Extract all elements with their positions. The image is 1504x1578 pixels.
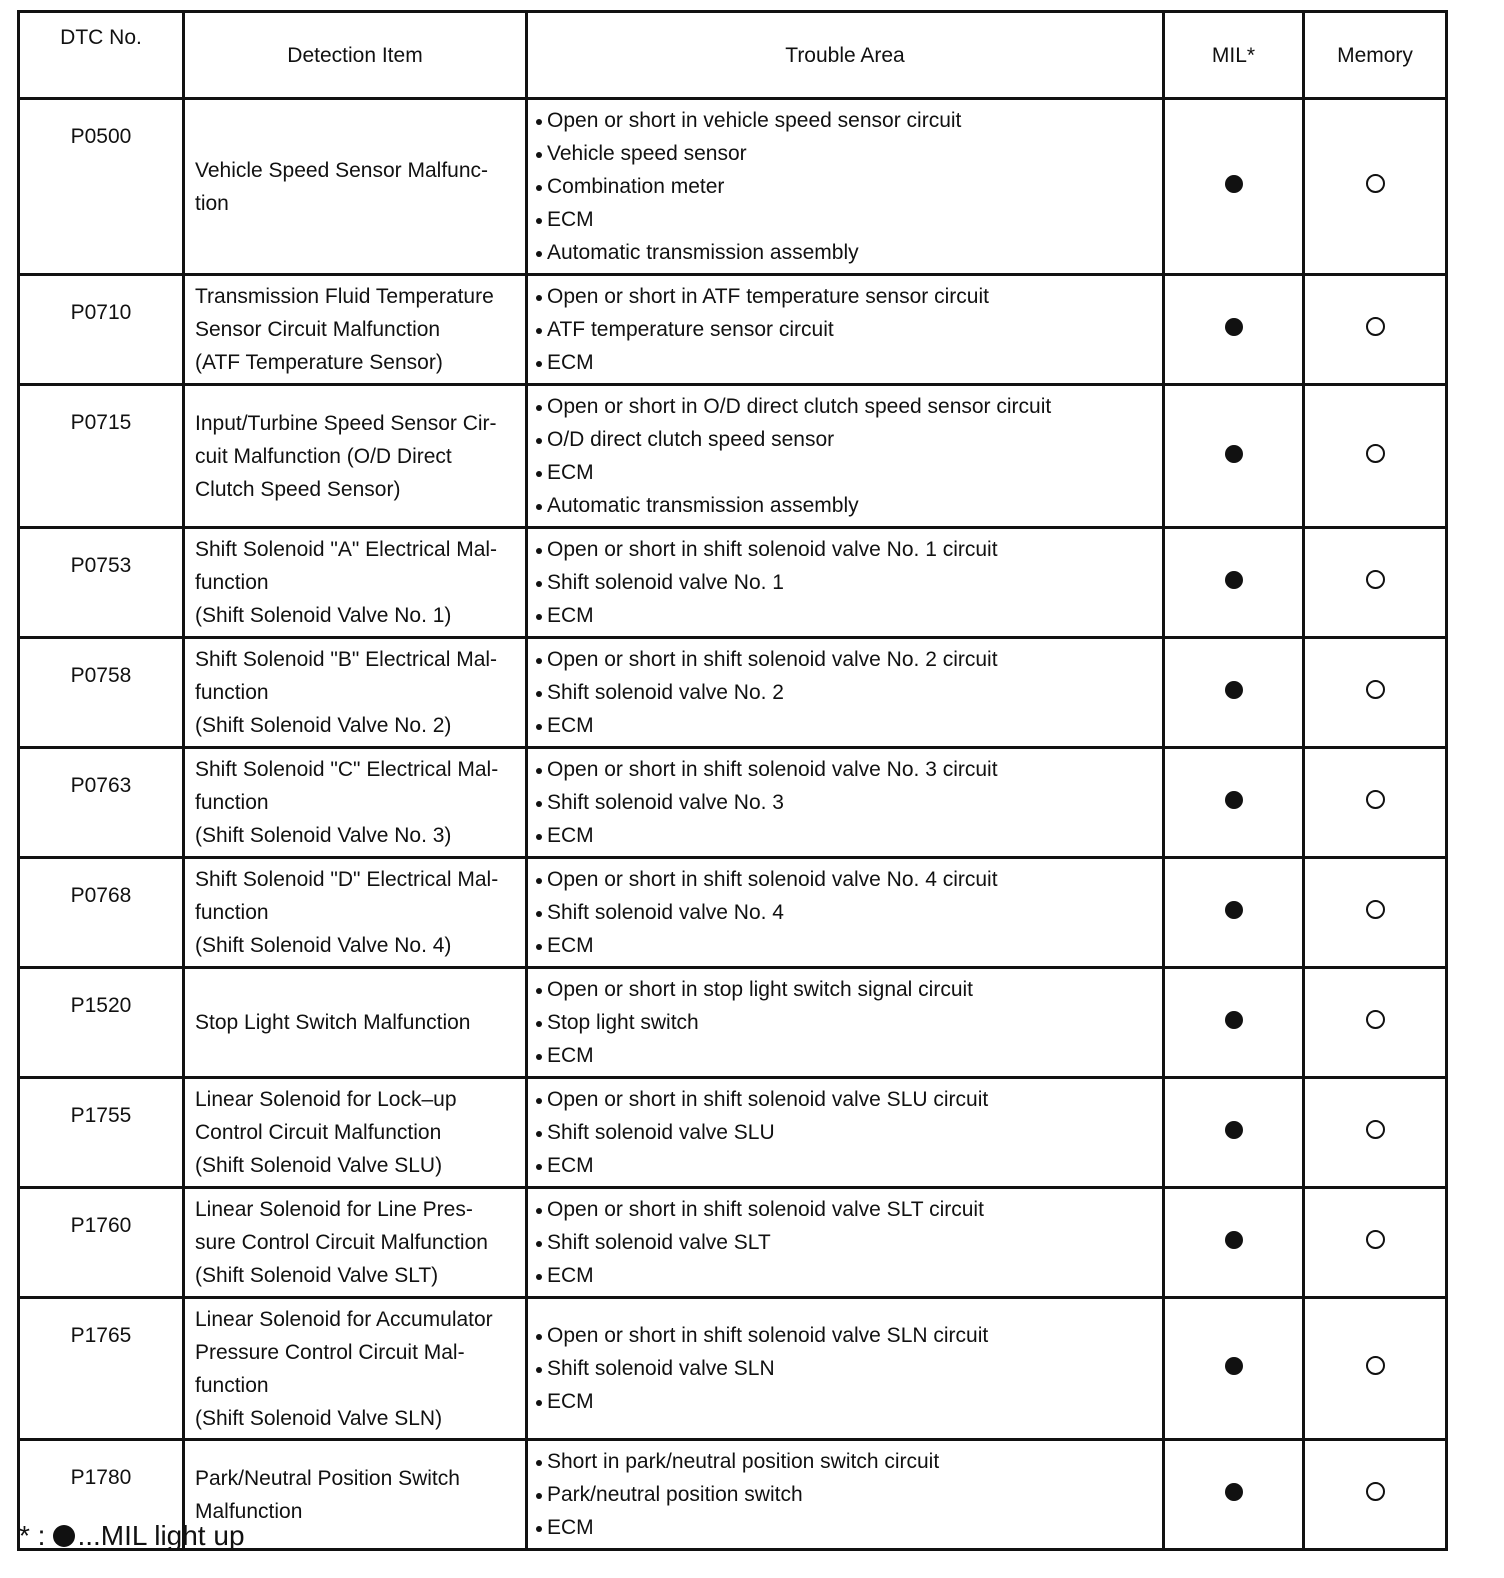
open-circle-icon bbox=[1366, 900, 1385, 919]
mil-cell bbox=[1164, 385, 1304, 528]
trouble-area-item: Short in park/neutral position switch circuit bbox=[536, 1445, 1156, 1478]
trouble-area bbox=[527, 638, 1164, 748]
detection-item bbox=[184, 1298, 527, 1440]
memory-cell bbox=[1304, 275, 1447, 385]
trouble-area-item: Open or short in vehicle speed sensor circuit bbox=[536, 104, 1156, 137]
detection-item-line: Clutch Speed Sensor) bbox=[195, 477, 401, 501]
mil-cell bbox=[1164, 638, 1304, 748]
table-row bbox=[19, 275, 1447, 385]
memory-cell bbox=[1304, 1078, 1447, 1188]
detection-item-line: (Shift Solenoid Valve No. 4) bbox=[195, 934, 452, 957]
detection-item-line: function bbox=[195, 901, 269, 924]
detection-item-line: function bbox=[195, 571, 269, 594]
detection-item-line: Stop Light Switch Malfunction bbox=[195, 1011, 471, 1034]
table-row bbox=[19, 1188, 1447, 1298]
detection-item-line: tion bbox=[195, 191, 229, 215]
detection-item-line: Linear Solenoid for Accumulator bbox=[195, 1307, 493, 1331]
trouble-area bbox=[527, 275, 1164, 385]
trouble-area-item: Automatic transmission assembly bbox=[536, 489, 1156, 522]
trouble-area-list bbox=[536, 973, 1156, 1072]
memory-cell bbox=[1304, 99, 1447, 275]
detection-item bbox=[184, 528, 527, 638]
trouble-area-item: Shift solenoid valve SLU bbox=[536, 1116, 1156, 1149]
open-circle-icon bbox=[1366, 680, 1385, 699]
trouble-area-item: ECM bbox=[536, 1259, 1156, 1292]
detection-item bbox=[184, 858, 527, 968]
open-circle-icon bbox=[1366, 317, 1385, 336]
trouble-area bbox=[527, 528, 1164, 638]
footnote bbox=[19, 1516, 245, 1556]
filled-circle-icon bbox=[1225, 901, 1243, 919]
detection-item-line: cuit Malfunction (O/D Direct bbox=[195, 444, 452, 468]
detection-item-line: (Shift Solenoid Valve SLN) bbox=[195, 1406, 443, 1430]
header-dtc-no: DTC No. bbox=[19, 12, 184, 99]
mil-cell bbox=[1164, 1188, 1304, 1298]
detection-item-line: sure Control Circuit Malfunction bbox=[195, 1231, 488, 1254]
detection-item-line: (Shift Solenoid Valve No. 3) bbox=[195, 824, 452, 847]
trouble-area-item: Shift solenoid valve SLN bbox=[536, 1352, 1156, 1385]
trouble-area-item: ECM bbox=[536, 1385, 1156, 1418]
dtc-code: P0715 bbox=[19, 385, 184, 528]
mil-cell bbox=[1164, 1440, 1304, 1550]
detection-item-line: Malfunction bbox=[195, 1499, 303, 1523]
table-body bbox=[19, 99, 1447, 1550]
trouble-area-list bbox=[536, 863, 1156, 962]
detection-item-line: (Shift Solenoid Valve No. 1) bbox=[195, 604, 452, 627]
trouble-area-item: Combination meter bbox=[536, 170, 1156, 203]
trouble-area-item: Open or short in shift solenoid valve No. 3 circuit bbox=[536, 753, 1156, 786]
open-circle-icon bbox=[1366, 1230, 1385, 1249]
memory-cell bbox=[1304, 748, 1447, 858]
open-circle-icon bbox=[1366, 444, 1385, 463]
trouble-area bbox=[527, 1078, 1164, 1188]
trouble-area-list bbox=[536, 1319, 1156, 1418]
trouble-area-item: ECM bbox=[536, 1149, 1156, 1182]
open-circle-icon bbox=[1366, 1010, 1385, 1029]
filled-circle-icon bbox=[1225, 571, 1243, 589]
trouble-area-item: ECM bbox=[536, 599, 1156, 632]
dtc-code: P0758 bbox=[19, 638, 184, 748]
filled-circle-icon bbox=[1225, 1121, 1243, 1139]
trouble-area-item: Shift solenoid valve No. 2 bbox=[536, 676, 1156, 709]
mil-cell bbox=[1164, 1078, 1304, 1188]
trouble-area bbox=[527, 1188, 1164, 1298]
open-circle-icon bbox=[1366, 174, 1385, 193]
open-circle-icon bbox=[1366, 1482, 1385, 1501]
trouble-area-item: Open or short in shift solenoid valve No. 4 circuit bbox=[536, 863, 1156, 896]
detection-item-line: (Shift Solenoid Valve SLU) bbox=[195, 1154, 443, 1177]
open-circle-icon bbox=[1366, 790, 1385, 809]
trouble-area-item: Park/neutral position switch bbox=[536, 1478, 1156, 1511]
memory-cell bbox=[1304, 1440, 1447, 1550]
dtc-code: P0500 bbox=[19, 99, 184, 275]
trouble-area-item: O/D direct clutch speed sensor bbox=[536, 423, 1156, 456]
table-row bbox=[19, 1298, 1447, 1440]
dtc-code: P0768 bbox=[19, 858, 184, 968]
detection-item bbox=[184, 638, 527, 748]
detection-item-line: Shift Solenoid "D" Electrical Mal- bbox=[195, 868, 499, 891]
trouble-area-item: Open or short in shift solenoid valve SLN circuit bbox=[536, 1319, 1156, 1352]
mil-cell bbox=[1164, 968, 1304, 1078]
detection-item-line: Linear Solenoid for Line Pres- bbox=[195, 1198, 473, 1221]
trouble-area bbox=[527, 99, 1164, 275]
trouble-area-item: ECM bbox=[536, 709, 1156, 742]
trouble-area-item: Shift solenoid valve No. 4 bbox=[536, 896, 1156, 929]
table-row bbox=[19, 858, 1447, 968]
filled-circle-icon bbox=[1225, 1231, 1243, 1249]
table-row bbox=[19, 968, 1447, 1078]
dtc-code: P1765 bbox=[19, 1298, 184, 1440]
detection-item bbox=[184, 968, 527, 1078]
trouble-area-list bbox=[536, 1445, 1156, 1544]
open-circle-icon bbox=[1366, 1356, 1385, 1375]
trouble-area-list bbox=[536, 1083, 1156, 1182]
detection-item-line: Pressure Control Circuit Mal- bbox=[195, 1340, 465, 1364]
detection-item-line: (ATF Temperature Sensor) bbox=[195, 351, 443, 374]
detection-item-line: Linear Solenoid for Lock–up bbox=[195, 1088, 457, 1111]
filled-circle-icon bbox=[1225, 791, 1243, 809]
memory-cell bbox=[1304, 528, 1447, 638]
detection-item bbox=[184, 748, 527, 858]
header-detection-item: Detection Item bbox=[184, 12, 527, 99]
filled-circle-icon bbox=[53, 1525, 75, 1547]
mil-cell bbox=[1164, 528, 1304, 638]
filled-circle-icon bbox=[1225, 1011, 1243, 1029]
trouble-area bbox=[527, 385, 1164, 528]
detection-item bbox=[184, 99, 527, 275]
trouble-area-item: Open or short in stop light switch signal circuit bbox=[536, 973, 1156, 1006]
memory-cell bbox=[1304, 385, 1447, 528]
detection-item-line: Input/Turbine Speed Sensor Cir- bbox=[195, 411, 497, 435]
dtc-table-container bbox=[17, 10, 1445, 1551]
detection-item-line: Shift Solenoid "A" Electrical Mal- bbox=[195, 538, 498, 561]
dtc-code: P1520 bbox=[19, 968, 184, 1078]
dtc-code: P0710 bbox=[19, 275, 184, 385]
trouble-area-item: Shift solenoid valve No. 1 bbox=[536, 566, 1156, 599]
table-row bbox=[19, 1078, 1447, 1188]
footnote-prefix: * : bbox=[19, 1520, 46, 1551]
trouble-area-list bbox=[536, 643, 1156, 742]
dtc-table bbox=[17, 10, 1448, 1551]
trouble-area bbox=[527, 858, 1164, 968]
header-memory: Memory bbox=[1304, 12, 1447, 99]
detection-item-line: Shift Solenoid "B" Electrical Mal- bbox=[195, 648, 498, 671]
dtc-code: P1755 bbox=[19, 1078, 184, 1188]
trouble-area bbox=[527, 1440, 1164, 1550]
memory-cell bbox=[1304, 858, 1447, 968]
table-row bbox=[19, 638, 1447, 748]
detection-item-line: (Shift Solenoid Valve SLT) bbox=[195, 1264, 439, 1287]
open-circle-icon bbox=[1366, 570, 1385, 589]
memory-cell bbox=[1304, 968, 1447, 1078]
dtc-code: P0753 bbox=[19, 528, 184, 638]
table-row bbox=[19, 385, 1447, 528]
filled-circle-icon bbox=[1225, 681, 1243, 699]
trouble-area-item: ECM bbox=[536, 819, 1156, 852]
trouble-area-item: ATF temperature sensor circuit bbox=[536, 313, 1156, 346]
dtc-code: P1780 bbox=[19, 1440, 184, 1550]
header-trouble-area: Trouble Area bbox=[527, 12, 1164, 99]
memory-cell bbox=[1304, 638, 1447, 748]
trouble-area-item: ECM bbox=[536, 929, 1156, 962]
trouble-area-item: Automatic transmission assembly bbox=[536, 236, 1156, 269]
trouble-area-item: Vehicle speed sensor bbox=[536, 137, 1156, 170]
detection-item-line: function bbox=[195, 1373, 269, 1397]
trouble-area-list bbox=[536, 104, 1156, 269]
trouble-area-item: Open or short in shift solenoid valve No. 1 circuit bbox=[536, 533, 1156, 566]
detection-item-line: Vehicle Speed Sensor Malfunc- bbox=[195, 158, 489, 182]
trouble-area-list bbox=[536, 753, 1156, 852]
trouble-area-item: Shift solenoid valve SLT bbox=[536, 1226, 1156, 1259]
trouble-area-list bbox=[536, 280, 1156, 379]
trouble-area-item: ECM bbox=[536, 1039, 1156, 1072]
trouble-area-item: Open or short in ATF temperature sensor circuit bbox=[536, 280, 1156, 313]
detection-item bbox=[184, 385, 527, 528]
detection-item-line: Sensor Circuit Malfunction bbox=[195, 318, 441, 341]
detection-item bbox=[184, 1078, 527, 1188]
trouble-area-item: Open or short in shift solenoid valve No. 2 circuit bbox=[536, 643, 1156, 676]
trouble-area-list bbox=[536, 1193, 1156, 1292]
memory-cell bbox=[1304, 1188, 1447, 1298]
table-row bbox=[19, 528, 1447, 638]
detection-item-line: function bbox=[195, 681, 269, 704]
trouble-area-item: ECM bbox=[536, 203, 1156, 236]
trouble-area-item: Open or short in shift solenoid valve SLU circuit bbox=[536, 1083, 1156, 1116]
filled-circle-icon bbox=[1225, 318, 1243, 336]
detection-item-line: Shift Solenoid "C" Electrical Mal- bbox=[195, 758, 499, 781]
detection-item-line: (Shift Solenoid Valve No. 2) bbox=[195, 714, 452, 737]
table-row bbox=[19, 99, 1447, 275]
trouble-area-item: ECM bbox=[536, 1511, 1156, 1544]
filled-circle-icon bbox=[1225, 175, 1243, 193]
header-mil: MIL* bbox=[1164, 12, 1304, 99]
detection-item-line: Transmission Fluid Temperature bbox=[195, 285, 494, 308]
trouble-area bbox=[527, 968, 1164, 1078]
detection-item-line: function bbox=[195, 791, 269, 814]
trouble-area bbox=[527, 748, 1164, 858]
filled-circle-icon bbox=[1225, 1357, 1243, 1375]
trouble-area-list bbox=[536, 533, 1156, 632]
trouble-area-list bbox=[536, 390, 1156, 522]
mil-cell bbox=[1164, 99, 1304, 275]
detection-item-line: Park/Neutral Position Switch bbox=[195, 1466, 460, 1490]
dtc-code: P1760 bbox=[19, 1188, 184, 1298]
trouble-area-item: Open or short in O/D direct clutch speed sensor circuit bbox=[536, 390, 1156, 423]
open-circle-icon bbox=[1366, 1120, 1385, 1139]
trouble-area-item: Shift solenoid valve No. 3 bbox=[536, 786, 1156, 819]
mil-cell bbox=[1164, 858, 1304, 968]
dtc-code: P0763 bbox=[19, 748, 184, 858]
trouble-area-item: Stop light switch bbox=[536, 1006, 1156, 1039]
footnote-text: ...MIL light up bbox=[77, 1520, 245, 1551]
mil-cell bbox=[1164, 1298, 1304, 1440]
detection-item-line: Control Circuit Malfunction bbox=[195, 1121, 442, 1144]
memory-cell bbox=[1304, 1298, 1447, 1440]
trouble-area bbox=[527, 1298, 1164, 1440]
filled-circle-icon bbox=[1225, 445, 1243, 463]
trouble-area-item: ECM bbox=[536, 346, 1156, 379]
table-header-row bbox=[19, 12, 1447, 99]
table-row bbox=[19, 748, 1447, 858]
trouble-area-item: Open or short in shift solenoid valve SLT circuit bbox=[536, 1193, 1156, 1226]
mil-cell bbox=[1164, 275, 1304, 385]
mil-cell bbox=[1164, 748, 1304, 858]
detection-item bbox=[184, 275, 527, 385]
trouble-area-item: ECM bbox=[536, 456, 1156, 489]
detection-item bbox=[184, 1188, 527, 1298]
filled-circle-icon bbox=[1225, 1483, 1243, 1501]
